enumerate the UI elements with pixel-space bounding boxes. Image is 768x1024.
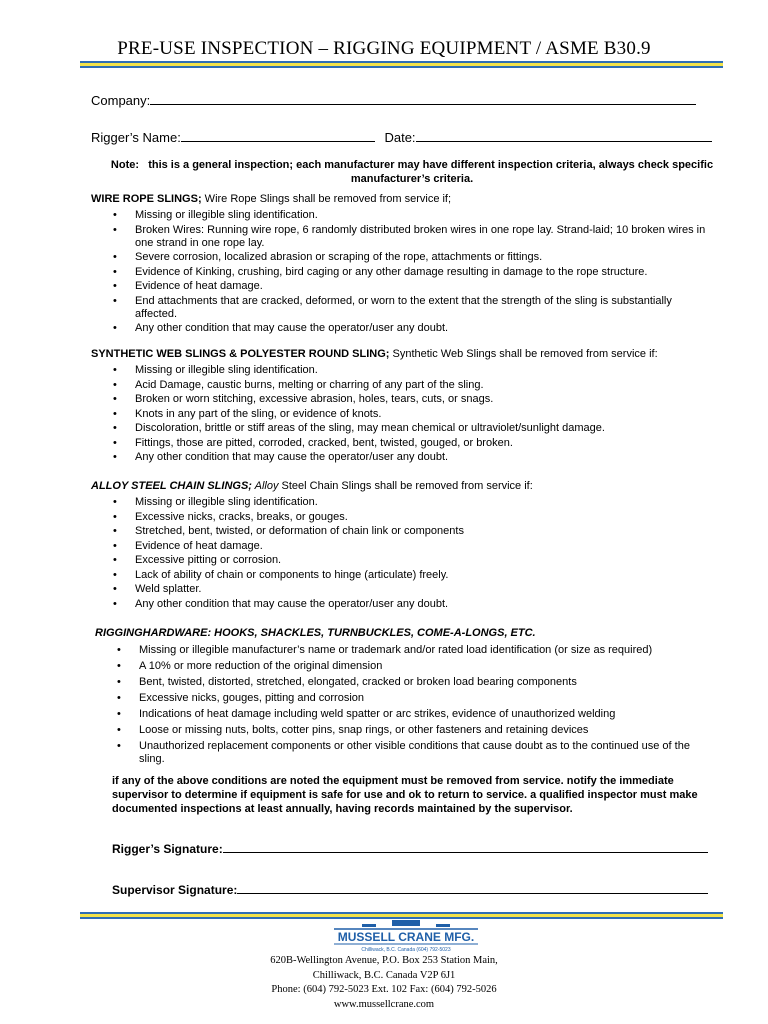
list-item: • Missing or illegible sling identification. xyxy=(91,209,713,222)
footer-line-address: 620B-Wellington Avenue, P.O. Box 253 Station Main, xyxy=(270,955,498,966)
list-item: • Indications of heat damage including weld spatter or arc strikes, evidence of unauthorized welding xyxy=(95,708,717,721)
list-item: • Evidence of heat damage. xyxy=(91,540,713,553)
synthetic-section xyxy=(91,347,731,466)
list-item: • Unauthorized replacement components or other visible conditions that cause doubt as to the continued use of the sling. xyxy=(95,740,717,767)
footer-address xyxy=(0,954,768,1012)
company-logo xyxy=(332,920,480,954)
hardware-heading: RIGGINGHARDWARE: HOOKS, SHACKLES, TURNBUCKLES, COME-A-LONGS, ETC. xyxy=(95,627,536,639)
logo-name: MUSSELL CRANE MFG. xyxy=(337,930,475,944)
rigger-name-input-line[interactable] xyxy=(181,130,375,142)
alloy-intro: Steel Chain Slings shall be removed from service if: xyxy=(278,480,533,492)
list-item: • Missing or illegible sling identification. xyxy=(91,496,713,509)
hardware-section xyxy=(95,626,735,769)
supervisor-signature-line[interactable] xyxy=(237,882,708,894)
synthetic-list xyxy=(91,364,731,464)
list-item: • Weld splatter. xyxy=(91,583,713,596)
list-item: • End attachments that are cracked, deformed, or worn to the extent that the strength of the sling is substantially affected. xyxy=(91,295,713,321)
alloy-heading: ALLOY STEEL CHAIN SLINGS; xyxy=(91,480,252,492)
hardware-list xyxy=(95,644,735,767)
company-label: Company: xyxy=(91,93,151,108)
list-item: • Fittings, those are pitted, corroded, cracked, bent, twisted, gouged, or broken. xyxy=(91,437,713,450)
list-item: • Any other condition that may cause the operator/user any doubt. xyxy=(91,322,713,335)
alloy-section xyxy=(91,479,731,612)
wire-rope-section xyxy=(91,192,731,337)
wire-rope-list xyxy=(91,209,731,335)
note-text: this is a general inspection; each manufacturer may have different inspection criteria, always check specific manufacturer’s criteria. xyxy=(148,159,714,185)
list-item: • Knots in any part of the sling, or evidence of knots. xyxy=(91,408,713,421)
footer-divider xyxy=(80,912,723,919)
list-item: • Excessive nicks, gouges, pitting and corrosion xyxy=(95,692,717,705)
list-item: • Missing or illegible sling identification. xyxy=(91,364,713,377)
rigger-name-field[interactable] xyxy=(91,130,712,145)
synthetic-intro: Synthetic Web Slings shall be removed from service if: xyxy=(389,348,658,360)
list-item: • Any other condition that may cause the operator/user any doubt. xyxy=(91,598,713,611)
rigger-name-label: Rigger’s Name: xyxy=(91,130,181,145)
date-input-line[interactable] xyxy=(416,130,712,142)
list-item: • Severe corrosion, localized abrasion or scraping of the rope, attachments or fittings. xyxy=(91,251,713,264)
general-note xyxy=(92,158,732,186)
list-item: • Excessive pitting or corrosion. xyxy=(91,554,713,567)
list-item: • Bent, twisted, distorted, stretched, elongated, cracked or broken load bearing components xyxy=(95,676,717,689)
footer-line-phone: Phone: (604) 792-5023 Ext. 102 Fax: (604) 792-5026 xyxy=(271,984,497,995)
document-title: PRE-USE INSPECTION – RIGGING EQUIPMENT / ASME B30.9 xyxy=(117,38,651,59)
list-item: • Evidence of heat damage. xyxy=(91,280,713,293)
company-input-line[interactable] xyxy=(150,93,696,105)
wire-rope-intro: Wire Rope Slings shall be removed from service if; xyxy=(201,193,452,205)
wire-rope-heading: WIRE ROPE SLINGS; xyxy=(91,193,202,205)
note-label: Note: xyxy=(110,159,140,171)
list-item: • A 10% or more reduction of the original dimension xyxy=(95,660,717,673)
company-field[interactable] xyxy=(91,93,696,108)
list-item: • Excessive nicks, cracks, breaks, or gouges. xyxy=(91,511,713,524)
list-item: • Missing or illegible manufacturer’s name or trademark and/or rated load identification (or size as required) xyxy=(95,644,717,657)
supervisor-signature-field[interactable] xyxy=(112,882,708,897)
logo-subtext: Chilliwack, B.C. Canada (604) 792-5023 xyxy=(361,947,451,953)
list-item: • Loose or missing nuts, bolts, cotter pins, snap rings, or other fasteners and retaining devices xyxy=(95,724,717,737)
header-divider xyxy=(80,61,723,68)
rigger-signature-label: Rigger’s Signature: xyxy=(112,842,223,856)
supervisor-signature-label: Supervisor Signature: xyxy=(112,883,238,897)
date-label: Date: xyxy=(384,130,416,145)
rigger-signature-field[interactable] xyxy=(112,841,708,856)
synthetic-heading: SYNTHETIC WEB SLINGS & POLYESTER ROUND SLING; xyxy=(91,348,390,360)
alloy-list xyxy=(91,496,731,611)
rigger-signature-line[interactable] xyxy=(223,841,708,853)
list-item: • Discoloration, brittle or stiff areas of the sling, may mean chemical or ultraviolet/sunlight damage. xyxy=(91,422,713,435)
list-item: • Lack of ability of chain or components to hinge (articulate) freely. xyxy=(91,569,713,582)
list-item: • Broken or worn stitching, excessive abrasion, holes, tears, cuts, or snags. xyxy=(91,393,713,406)
list-item: • Evidence of Kinking, crushing, bird caging or any other damage resulting in damage to the rope structure. xyxy=(91,266,713,279)
list-item: • Any other condition that may cause the operator/user any doubt. xyxy=(91,451,713,464)
footer-line-city: Chilliwack, B.C. Canada V2P 6J1 xyxy=(312,969,456,981)
alloy-intro-italic: Alloy xyxy=(251,480,279,492)
list-item: • Acid Damage, caustic burns, melting or charring of any part of the sling. xyxy=(91,379,713,392)
list-item: • Broken Wires: Running wire rope, 6 randomly distributed broken wires in one rope lay. Strand-laid; 10 broken wires in one strand in one rope lay. xyxy=(91,224,713,250)
footer-website-link[interactable]: www.mussellcrane.com xyxy=(333,998,435,1010)
closing-instructions: if any of the above conditions are noted the equipment must be removed from service. notify the immediate supervisor to determine if equipment is safe for use and ok to return to service. a qualified inspector must make documented inspections at least annually, having records maintained by the supervisor. xyxy=(112,775,698,815)
list-item: • Stretched, bent, twisted, or deformation of chain link or components xyxy=(91,525,713,538)
